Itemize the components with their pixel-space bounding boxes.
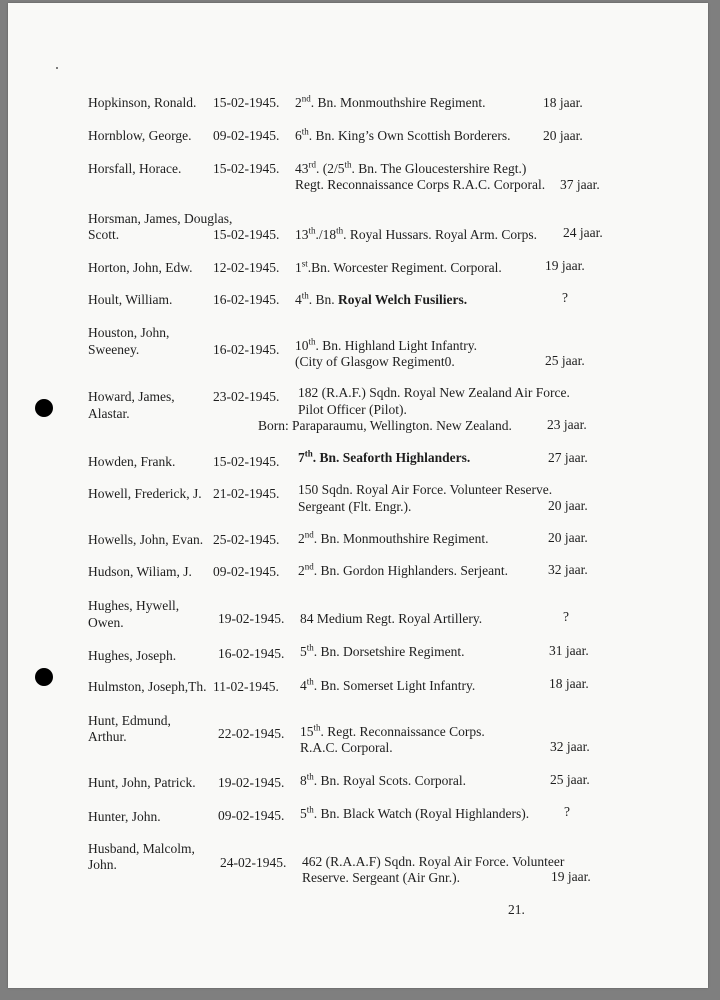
entry-date: 25-02-1945. — [213, 532, 280, 547]
entry-unit: 2nd. Bn. Monmouthshire Regiment. — [298, 529, 489, 546]
punch-hole-bottom — [35, 668, 53, 686]
entry-date: 16-02-1945. — [213, 292, 280, 307]
document-page — [8, 3, 708, 988]
punch-hole-top — [35, 399, 53, 417]
entry-unit: 6th. Bn. King’s Own Scottish Borderers. — [295, 126, 511, 143]
entry-name: Hudson, Wiliam, J. — [88, 564, 192, 579]
entry-unit: 8th. Bn. Royal Scots. Corporal. — [300, 771, 467, 788]
entry-date: 23-02-1945. — [213, 389, 280, 404]
entry-unit: 2nd. Bn. Gordon Highlanders. Serjeant. — [298, 561, 508, 578]
paper-speck — [56, 67, 58, 69]
entry-unit: 15th. Regt. Reconnaissance Corps. — [300, 722, 485, 739]
entry-date: 16-02-1945. — [218, 646, 285, 661]
entry-age: 32 jaar. — [548, 562, 588, 577]
entry-name: Hoult, William. — [88, 292, 173, 307]
entry-name: Horton, John, Edw. — [88, 260, 193, 275]
entry-name: Howell, Frederick, J. — [88, 486, 202, 501]
entry-name: Hunter, John. — [88, 809, 161, 824]
entry-name: Howden, Frank. — [88, 454, 176, 469]
entry-age: 23 jaar. — [547, 417, 587, 432]
entry-age: 18 jaar. — [543, 95, 583, 110]
entry-age: 24 jaar. — [563, 225, 603, 240]
entry-age: ? — [564, 804, 570, 819]
entry-unit: 462 (R.A.A.F) Sqdn. Royal Air Force. Volunteer — [302, 854, 565, 869]
entry-date: 16-02-1945. — [213, 342, 280, 357]
entry-unit: 13th./18th. Royal Hussars. Royal Arm. Corps. — [295, 225, 538, 242]
entry-unit: 7th. Bn. Seaforth Highlanders. — [298, 448, 471, 465]
entry-unit: 43rd. (2/5th. Bn. The Gloucestershire Regt.) — [295, 159, 527, 176]
entry-name: Hunt, John, Patrick. — [88, 775, 196, 790]
entry-name-line2: Sweeney. — [88, 342, 140, 357]
entry-age: ? — [562, 290, 568, 305]
born-label: Born: — [258, 418, 289, 433]
entry-name: Howard, James, — [88, 389, 175, 404]
entry-unit: 5th. Bn. Dorsetshire Regiment. — [300, 642, 465, 659]
entry-age: 19 jaar. — [545, 258, 585, 273]
entry-date: 19-02-1945. — [218, 611, 285, 626]
entry-age: 20 jaar. — [548, 498, 588, 513]
entry-name: Hunt, Edmund, — [88, 713, 171, 728]
entry-name: Horsfall, Horace. — [88, 161, 182, 176]
entry-unit-line2: Reserve. Sergeant (Air Gnr.). — [302, 870, 460, 885]
entry-age: 25 jaar. — [550, 772, 590, 787]
entry-name-line2: Arthur. — [88, 729, 127, 744]
entry-date: 09-02-1945. — [213, 564, 280, 579]
entry-name: Hornblow, George. — [88, 128, 192, 143]
entry-date: 11-02-1945. — [213, 679, 279, 694]
entry-unit: 1st.Bn. Worcester Regiment. Corporal. — [295, 258, 502, 275]
entry-name: Husband, Malcolm, — [88, 841, 195, 856]
entry-age: 25 jaar. — [545, 353, 585, 368]
entry-name: Hopkinson, Ronald. — [88, 95, 197, 110]
entry-unit-line2: (City of Glasgow Regiment0. — [295, 354, 455, 369]
entry-unit: 10th. Bn. Highland Light Infantry. — [295, 336, 477, 353]
entry-date: 15-02-1945. — [213, 227, 280, 242]
entry-name: Houston, John, — [88, 325, 170, 340]
entry-age: 19 jaar. — [551, 869, 591, 884]
entry-unit: 5th. Bn. Black Watch (Royal Highlanders). — [300, 804, 530, 821]
entry-date: 12-02-1945. — [213, 260, 280, 275]
entry-date: 22-02-1945. — [218, 726, 285, 741]
entry-age: 18 jaar. — [549, 676, 589, 691]
entry-age: ? — [563, 609, 569, 624]
entry-unit: 4th. Bn. Somerset Light Infantry. — [300, 676, 476, 693]
entry-unit-line2: R.A.C. Corporal. — [300, 740, 393, 755]
entry-name: Hulmston, Joseph,Th. — [88, 679, 207, 694]
entry-age: 32 jaar. — [550, 739, 590, 754]
page-number: 21. — [508, 902, 525, 917]
entry-age: 37 jaar. — [560, 177, 600, 192]
entry-date: 09-02-1945. — [213, 128, 280, 143]
entry-date: 19-02-1945. — [218, 775, 285, 790]
entry-unit: 2nd. Bn. Monmouthshire Regiment. — [295, 93, 486, 110]
entry-date: 21-02-1945. — [213, 486, 280, 501]
entry-unit: 4th. Bn. Royal Welch Fusiliers. — [295, 290, 468, 307]
entry-name: Horsman, James, Douglas, — [88, 211, 233, 226]
entry-unit-line2: Regt. Reconnaissance Corps R.A.C. Corporal. — [295, 177, 546, 192]
entry-name-line2: Owen. — [88, 615, 124, 630]
entry-name-line2: Alastar. — [88, 406, 130, 421]
entry-unit: 150 Sqdn. Royal Air Force. Volunteer Reserve. — [298, 482, 553, 497]
entry-age: 31 jaar. — [549, 643, 589, 658]
entry-name-line2: Scott. — [88, 227, 120, 242]
entry-date: 15-02-1945. — [213, 95, 280, 110]
entry-name: Hughes, Hywell, — [88, 598, 180, 613]
entry-unit: 182 (R.A.F.) Sqdn. Royal New Zealand Air Force. — [298, 385, 570, 400]
entry-date: 24-02-1945. — [220, 855, 287, 870]
entry-unit: 84 Medium Regt. Royal Artillery. — [300, 611, 483, 626]
born-place: Paraparaumu, Wellington. New Zealand. — [292, 418, 512, 433]
entry-name-line2: John. — [88, 857, 117, 872]
entry-age: 20 jaar. — [543, 128, 583, 143]
entry-age: 27 jaar. — [548, 450, 588, 465]
entry-name: Howells, John, Evan. — [88, 532, 204, 547]
entry-date: 15-02-1945. — [213, 161, 280, 176]
entry-date: 15-02-1945. — [213, 454, 280, 469]
entry-name: Hughes, Joseph. — [88, 648, 177, 663]
entry-unit-line2: Sergeant (Flt. Engr.). — [298, 499, 412, 514]
entry-age: 20 jaar. — [548, 530, 588, 545]
entry-unit-line2: Pilot Officer (Pilot). — [298, 402, 407, 417]
entry-date: 09-02-1945. — [218, 808, 285, 823]
